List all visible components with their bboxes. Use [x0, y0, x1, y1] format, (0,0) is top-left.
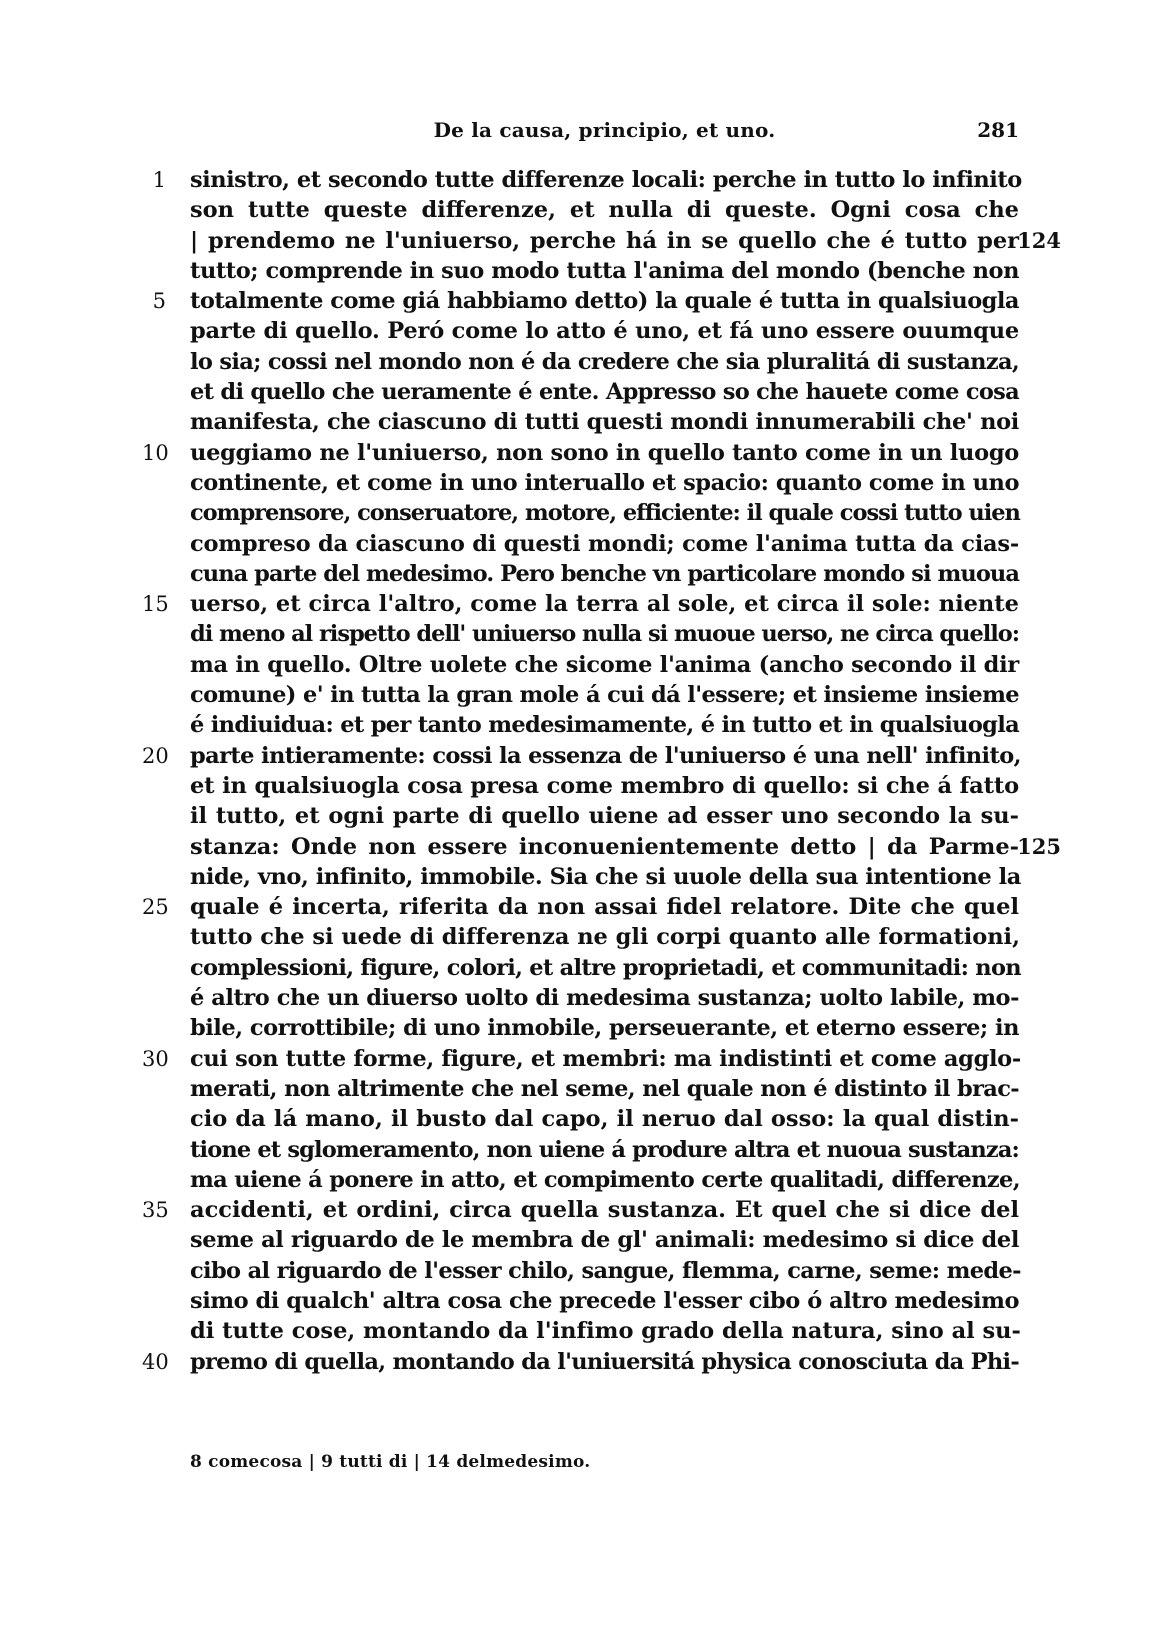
critical-apparatus-footnote: 8 comecosa | 9 tutti di | 14 delmedesimo. [190, 1452, 591, 1472]
text-line [142, 438, 1019, 468]
running-head [190, 118, 1019, 148]
marginal-page-reference: 124 [1017, 227, 1061, 253]
running-title: De la causa, principio, et uno. [433, 118, 776, 142]
line-text: comprensore, conseruatore, motore, efficiente: il quale cossi tutto uien [190, 500, 1020, 527]
line-number: 5 [152, 289, 166, 314]
line-text: et in qualsiuogla cosa presa come membro di quello: si che á fatto [190, 772, 1019, 799]
page-number: 281 [977, 118, 1019, 142]
line-text: seme al riguardo de le membra de gl' animali: medesimo si dice del [190, 1227, 1019, 1254]
line-text: il tutto, et ogni parte di quello uiene ad esser uno secondo la su- [190, 803, 1019, 830]
text-line [142, 589, 1019, 619]
line-text: complessioni, figure, colori, et altre proprietadi, et communitadi: non [190, 954, 1021, 981]
text-line [190, 1286, 1019, 1316]
line-text: é altro che un diuerso uolto di medesima sustanza; uolto labile, mo- [190, 985, 1019, 1012]
line-text: ma in quello. Oltre uolete che sicome l'anima (ancho secondo il dir [190, 651, 1019, 678]
line-number: 20 [142, 743, 169, 768]
line-text: nide, vno, infinito, immobile. Sia che si uuole della sua intentione la [190, 863, 1021, 890]
text-line [190, 680, 1019, 710]
line-text: tutto; comprende in suo modo tutta l'anima del mondo (benche non [190, 257, 1019, 284]
text-line [190, 1316, 1019, 1346]
text-line [190, 1165, 1019, 1195]
line-text: accidenti, et ordini, circa quella sustanza. Et quel che si dice del [190, 1197, 1019, 1224]
text-line [190, 498, 1019, 528]
line-text: tutto che si uede di differenza ne gli corpi quanto alle formationi, [190, 924, 1020, 951]
text-line [190, 801, 1019, 831]
body-text [142, 165, 1061, 1377]
line-text: quale é incerta, riferita da non assai fidel relatore. Dite che quel [190, 894, 1019, 921]
text-line [190, 862, 1019, 892]
text-line [152, 286, 1019, 316]
text-line [190, 1135, 1019, 1165]
line-text: di meno al rispetto dell' uniuerso nulla si muoue uerso, ne circa quello: [190, 621, 1019, 648]
text-line [190, 347, 1019, 377]
line-text: manifesta, che ciascuno di tutti questi mondi innumerabili che' noi [190, 409, 1019, 436]
text-line [190, 256, 1019, 286]
line-text: sinistro, et secondo tutte differenze locali: perche in tutto lo infinito [190, 167, 1022, 193]
text-line [142, 892, 1019, 922]
line-text: premo di quella, montando da l'uniuersitá physica conosciuta da Phi- [190, 1348, 1019, 1375]
text-line [190, 407, 1019, 437]
text-line [190, 226, 1061, 256]
line-text: uerso, et circa l'altro, come la terra al sole, et circa il sole: niente [190, 591, 1019, 618]
line-number: 35 [142, 1198, 169, 1223]
text-line [190, 529, 1019, 559]
line-number: 15 [142, 592, 169, 617]
line-text: cui son tutte forme, figure, et membri: ma indistinti et come agglo- [190, 1045, 1021, 1072]
line-text: cuna parte del medesimo. Pero benche vn particolare mondo si muoua [190, 560, 1019, 587]
text-line [142, 1044, 1021, 1074]
line-text: totalmente come giá habbiamo detto) la quale é tutta in qualsiuogla [190, 288, 1019, 315]
line-text: simo di qualch' altra cosa che precede l'esser cibo ó altro medesimo [190, 1287, 1019, 1314]
text-line [190, 1013, 1019, 1043]
line-text: parte intieramente: cossi la essenza de l'uniuerso é una nell' infinito, [190, 742, 1021, 769]
line-text: | prendemo ne l'uniuerso, perche há in se quello che é tutto per [190, 227, 1019, 254]
text-line [190, 771, 1019, 801]
line-text: parte di quello. Peró come lo atto é uno, et fá uno essere ouumque [190, 318, 1019, 345]
line-text: lo sia; cossi nel mondo non é da credere che sia pluralitá di sustanza, [190, 348, 1019, 375]
text-line [190, 195, 1019, 225]
text-line [190, 377, 1019, 407]
text-line [190, 1256, 1019, 1286]
line-number: 40 [142, 1349, 169, 1374]
text-line [190, 650, 1019, 680]
text-line [190, 1074, 1019, 1104]
text-line [190, 832, 1061, 862]
line-text: cio da lá mano, il busto dal capo, il neruo dal osso: la qual distin- [190, 1106, 1019, 1133]
line-number: 1 [152, 168, 166, 192]
text-line [190, 922, 1019, 952]
line-text: bile, corrottibile; di uno inmobile, perseuerante, et eterno essere; in [190, 1015, 1019, 1042]
line-text: ueggiamo ne l'uniuerso, non sono in quello tanto come in un luogo [190, 439, 1019, 466]
text-line [142, 741, 1021, 771]
line-text: et di quello che ueramente é ente. Appresso so che hauete come cosa [190, 379, 1019, 406]
text-line [190, 316, 1019, 346]
line-text: ma uiene á ponere in atto, et compimento certe qualitadi, differenze, [190, 1166, 1020, 1193]
line-text: cibo al riguardo de l'esser chilo, sangue, flemma, carne, seme: mede- [190, 1257, 1021, 1284]
text-line [152, 165, 1022, 195]
text-line [190, 619, 1019, 649]
marginal-page-reference: 125 [1017, 833, 1061, 859]
text-line [142, 1347, 1019, 1377]
text-line [190, 1225, 1019, 1255]
line-number: 25 [142, 895, 169, 920]
text-line [142, 1195, 1019, 1225]
line-text: comune) e' in tutta la gran mole á cui dá l'essere; et insieme insieme [190, 682, 1019, 709]
line-text: é indiuidua: et per tanto medesimamente, é in tutto et in qualsiuogla [190, 712, 1019, 739]
line-number: 10 [142, 440, 169, 465]
text-line [190, 559, 1019, 589]
text-line [190, 468, 1019, 498]
text-line [190, 953, 1019, 983]
line-text: stanza: Onde non essere inconuenientemente detto | da Parme- [190, 833, 1019, 860]
line-text: merati, non altrimente che nel seme, nel quale non é distinto il brac- [190, 1075, 1019, 1102]
line-text: son tutte queste differenze, et nulla di queste. Ogni cosa che [190, 197, 1019, 224]
text-line [190, 983, 1019, 1013]
line-number: 30 [142, 1046, 169, 1071]
line-text: tione et sglomeramento, non uiene á produre altra et nuoua sustanza: [190, 1136, 1019, 1163]
text-line [190, 710, 1019, 740]
line-text: di tutte cose, montando da l'infimo grado della natura, sino al su- [190, 1318, 1021, 1345]
text-line [190, 1104, 1019, 1134]
line-text: continente, et come in uno interuallo et spacio: quanto come in uno [190, 469, 1019, 496]
line-text: compreso da ciascuno di questi mondi; come l'anima tutta da cias- [190, 530, 1019, 557]
